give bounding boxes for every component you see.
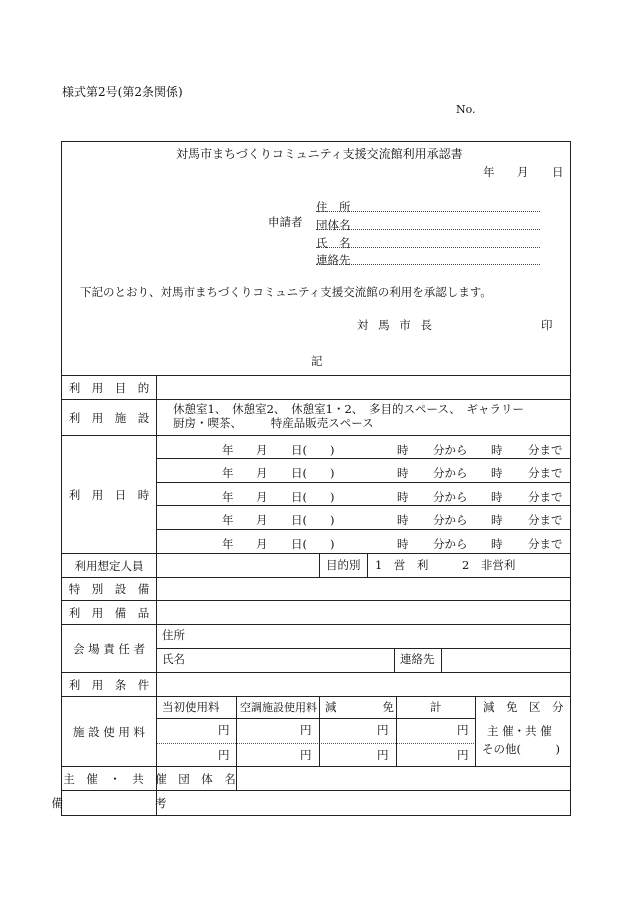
- form-number: 様式第2号(第2条関係): [62, 85, 183, 99]
- dt-min-from: 分から: [433, 513, 468, 527]
- yen-ac-2: 円: [300, 748, 312, 762]
- dt-hour-end: 時: [491, 537, 503, 551]
- rule: [319, 553, 320, 577]
- manager-address-label: 住所: [162, 628, 185, 642]
- rule: [441, 648, 442, 672]
- purpose-label: 利 用 目 的: [68, 380, 150, 395]
- category-organizer[interactable]: 主 催・共 催: [487, 724, 552, 738]
- dt-min-to: 分まで: [528, 537, 563, 551]
- dt-month: 月: [256, 490, 268, 504]
- rule: [394, 648, 395, 672]
- datetime-row[interactable]: [156, 483, 571, 506]
- dt-month: 月: [256, 443, 268, 457]
- applicant-address-label: 住 所: [316, 200, 351, 214]
- fee-ac-header: 空調施設使用料: [240, 701, 317, 714]
- facility-options-line2[interactable]: 厨房・喫茶、 特産品販売スペース: [173, 416, 374, 430]
- dt-day: 日( ): [291, 443, 335, 457]
- dt-day: 日( ): [291, 466, 335, 480]
- rule: [396, 696, 397, 766]
- special-equipment-label: 特 別 設 備: [68, 582, 150, 596]
- category-other[interactable]: その他( ): [482, 742, 560, 756]
- ki-note: 記: [311, 354, 323, 368]
- applicant-contact-field[interactable]: [316, 264, 540, 265]
- applicant-name-label: 氏 名: [316, 236, 351, 250]
- mayor-title: 対 馬 市 長: [357, 318, 435, 332]
- datetime-row[interactable]: [156, 459, 571, 482]
- approval-notice: 下記のとおり、対馬市まちづくりコミュニティ支援交流館の利用を承認します。: [80, 285, 492, 299]
- dt-day: 日( ): [291, 513, 335, 527]
- dt-hour: 時: [397, 466, 409, 480]
- applicant-name-field[interactable]: [316, 247, 540, 248]
- dt-hour-end: 時: [491, 513, 503, 527]
- dt-month: 月: [256, 466, 268, 480]
- datetime-row[interactable]: [156, 436, 571, 459]
- manager-name-label: 氏名: [162, 652, 185, 666]
- yen-initial-2: 円: [218, 748, 230, 762]
- dt-month: 月: [256, 537, 268, 551]
- people-count-field[interactable]: [157, 554, 319, 577]
- conditions-label: 利 用 条 件: [68, 677, 150, 692]
- equipment-field[interactable]: [157, 601, 571, 624]
- dt-year: 年: [222, 443, 234, 457]
- special-equipment-field[interactable]: [157, 578, 571, 600]
- dt-year: 年: [222, 466, 234, 480]
- applicant-group-label: 団体名: [316, 218, 351, 232]
- organizer-field[interactable]: [237, 767, 571, 790]
- date-year[interactable]: 年: [483, 165, 495, 179]
- document-number-label: No.: [456, 103, 476, 116]
- yen-discount-2: 円: [377, 748, 389, 762]
- dt-year: 年: [222, 537, 234, 551]
- date-day[interactable]: 日: [552, 165, 564, 179]
- dt-min-to: 分まで: [528, 443, 563, 457]
- rule: [319, 696, 320, 766]
- equipment-label: 利 用 備 品: [68, 605, 150, 620]
- rule: [156, 648, 571, 649]
- form-title: 対馬市まちづくりコミュニティ支援交流館利用承認書: [176, 147, 463, 161]
- dt-min-to: 分まで: [528, 490, 563, 504]
- manager-contact-label: 連絡先: [400, 652, 435, 666]
- dt-year: 年: [222, 513, 234, 527]
- datetime-row[interactable]: [156, 506, 571, 529]
- rule: [156, 718, 476, 719]
- dt-hour-end: 時: [491, 443, 503, 457]
- datetime-label: 利 用 日 時: [68, 487, 150, 502]
- dotted-rule: [156, 743, 476, 744]
- dt-min-from: 分から: [433, 490, 468, 504]
- facility-options-line1[interactable]: 休憩室1、 休憩室2、 休憩室1・2、 多目的スペース、 ギャラリー: [173, 402, 525, 416]
- dt-month: 月: [256, 513, 268, 527]
- conditions-field[interactable]: [157, 673, 571, 696]
- dt-hour: 時: [397, 537, 409, 551]
- applicant-label: 申請者: [268, 215, 303, 229]
- fee-total-header: 計: [430, 700, 442, 714]
- datetime-row[interactable]: [156, 530, 571, 553]
- yen-discount-1: 円: [377, 723, 389, 737]
- fee-label: 施 設 使 用 料: [72, 724, 146, 739]
- rule: [475, 696, 476, 766]
- manager-label: 会 場 責 任 者: [72, 641, 146, 656]
- rule: [367, 553, 368, 577]
- fee-initial-header: 当初使用料: [162, 700, 220, 714]
- dt-min-to: 分まで: [528, 513, 563, 527]
- fee-discount-header: 減 免: [325, 700, 394, 714]
- yen-total-2: 円: [457, 748, 469, 762]
- dt-min-from: 分から: [433, 466, 468, 480]
- dt-min-from: 分から: [433, 443, 468, 457]
- organizer-label: 主 催 ・ 共 催 団 体 名: [63, 771, 236, 786]
- dt-hour: 時: [397, 490, 409, 504]
- applicant-group-field[interactable]: [316, 229, 540, 230]
- dt-min-from: 分から: [433, 537, 468, 551]
- remarks-label: 備 考: [51, 796, 167, 810]
- dt-hour: 時: [397, 443, 409, 457]
- dt-day: 日( ): [291, 490, 335, 504]
- dt-hour-end: 時: [491, 466, 503, 480]
- dt-min-to: 分まで: [528, 466, 563, 480]
- purpose-field[interactable]: [157, 376, 571, 399]
- dt-year: 年: [222, 490, 234, 504]
- yen-ac-1: 円: [300, 723, 312, 737]
- dt-day: 日( ): [291, 537, 335, 551]
- dt-hour: 時: [397, 513, 409, 527]
- date-month[interactable]: 月: [517, 165, 529, 179]
- yen-total-1: 円: [457, 723, 469, 737]
- people-label: 利用想定人員: [74, 558, 144, 573]
- nonprofit-option[interactable]: 2 非営利: [462, 558, 516, 572]
- purpose-type-label: 目的別: [326, 558, 361, 572]
- applicant-address-field[interactable]: [316, 211, 540, 212]
- seal-mark: 印: [541, 318, 553, 332]
- facility-label: 利 用 施 設: [68, 410, 150, 425]
- remarks-field[interactable]: [157, 791, 571, 815]
- fee-category-header: 減 免 区 分: [483, 700, 564, 714]
- applicant-contact-label: 連絡先: [316, 253, 351, 267]
- dt-hour-end: 時: [491, 490, 503, 504]
- yen-initial-1: 円: [218, 723, 230, 737]
- profit-option[interactable]: 1 営 利: [375, 558, 429, 572]
